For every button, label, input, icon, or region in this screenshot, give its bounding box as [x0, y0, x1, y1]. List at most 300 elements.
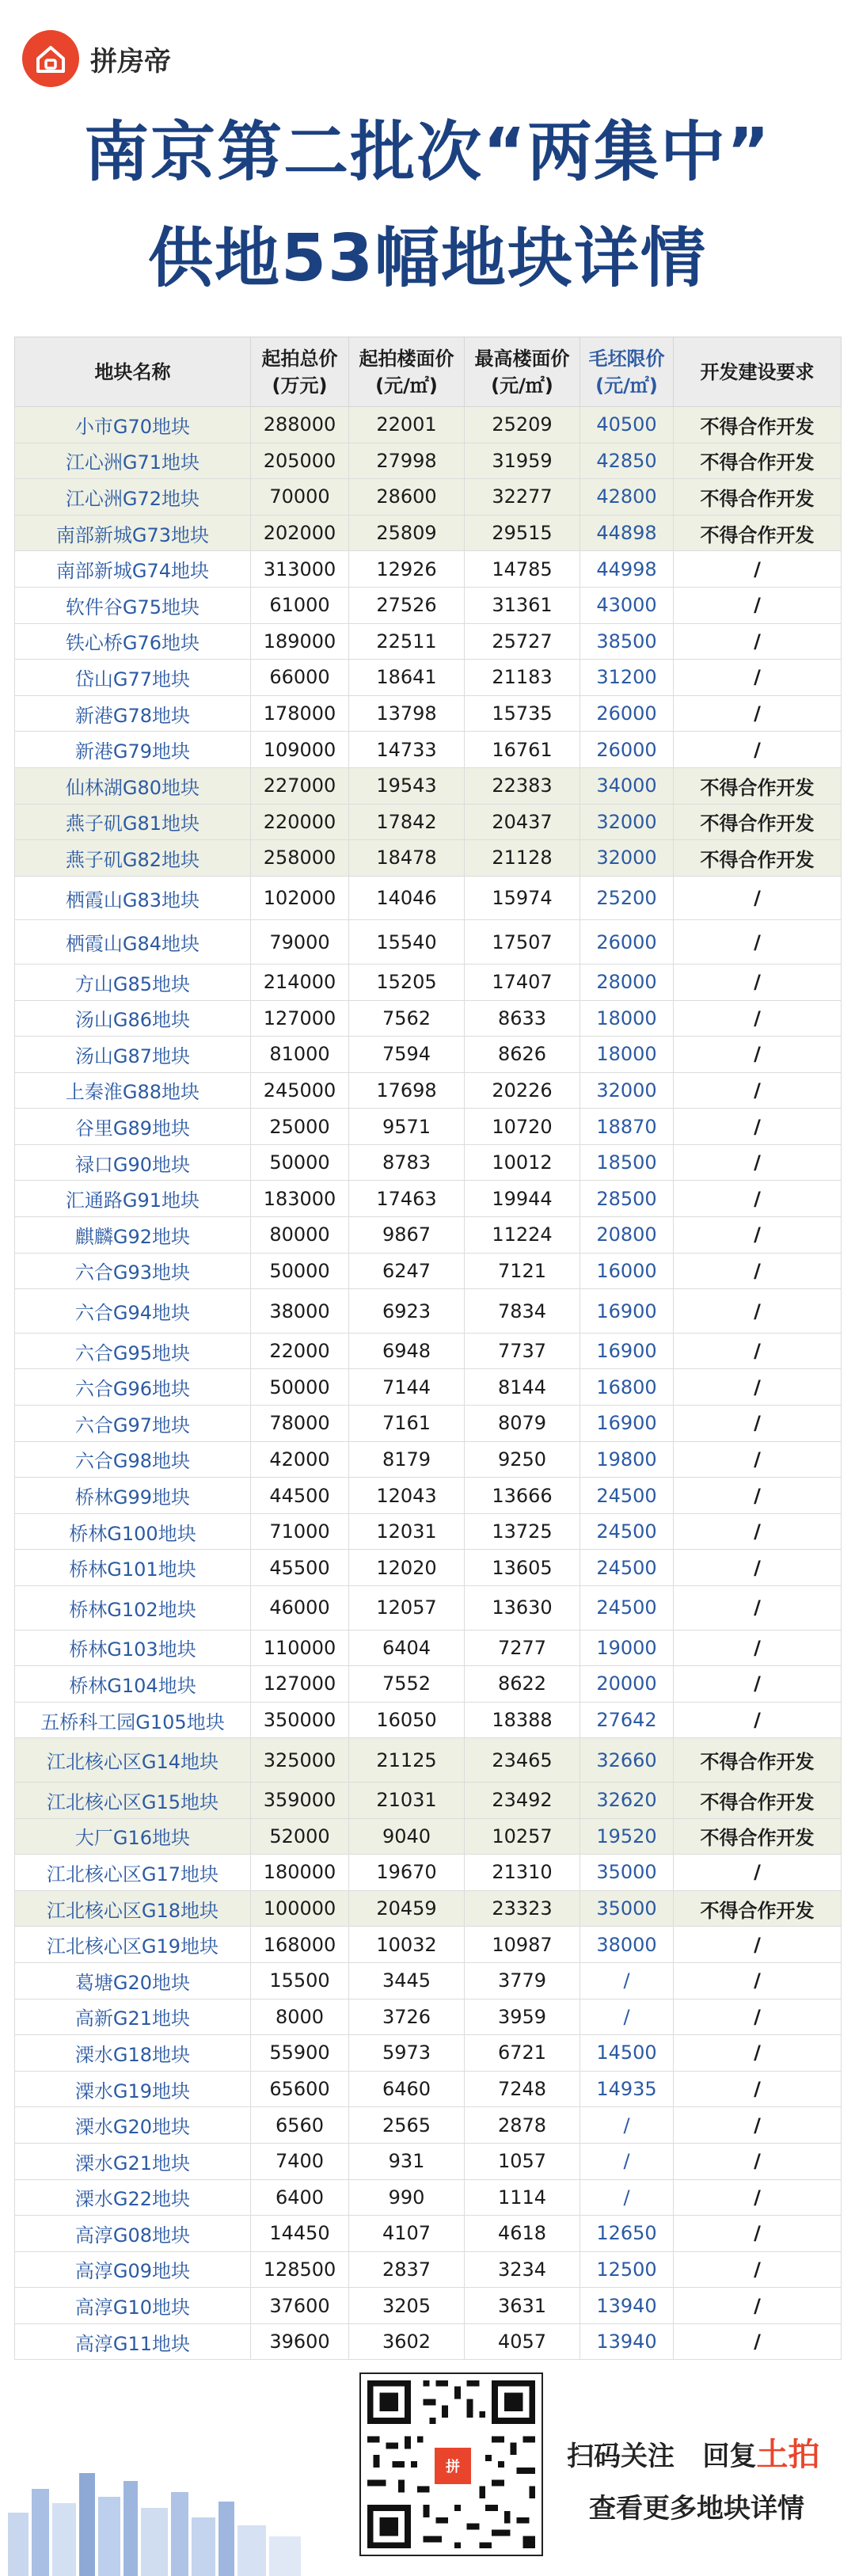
- header-floor-price: 起拍楼面价 (元/㎡): [349, 337, 465, 407]
- max-floor-price-cell: 31361: [465, 587, 580, 623]
- limit-price-cell: 20800: [580, 1217, 674, 1254]
- max-floor-price-cell: 7121: [465, 1253, 580, 1289]
- reply-keyword: 土拍: [756, 2437, 820, 2473]
- total-price-cell: 109000: [251, 732, 349, 768]
- max-floor-price-cell: 4057: [465, 2323, 580, 2360]
- table-row: [15, 2251, 842, 2288]
- total-price-cell: 42000: [251, 1441, 349, 1478]
- floor-price-cell: 5973: [349, 2035, 465, 2072]
- parcel-name-cell: 桥林G104地块: [15, 1666, 251, 1703]
- requirement-cell: /: [674, 2179, 842, 2216]
- table-row: [15, 2143, 842, 2179]
- limit-price-cell: 26000: [580, 920, 674, 965]
- max-floor-price-cell: 25727: [465, 623, 580, 660]
- total-price-cell: 258000: [251, 840, 349, 877]
- limit-price-cell: 40500: [580, 407, 674, 443]
- limit-price-cell: 32660: [580, 1738, 674, 1783]
- total-price-cell: 22000: [251, 1333, 349, 1369]
- parcel-name-cell: 南部新城G74地块: [15, 551, 251, 588]
- parcel-name-cell: 六合G93地块: [15, 1253, 251, 1289]
- requirement-cell: 不得合作开发: [674, 1818, 842, 1855]
- limit-price-cell: /: [580, 2179, 674, 2216]
- limit-price-cell: 19000: [580, 1630, 674, 1666]
- parcel-name-cell: 新港G79地块: [15, 732, 251, 768]
- max-floor-price-cell: 17407: [465, 964, 580, 1000]
- parcel-name-cell: 燕子矶G82地块: [15, 840, 251, 877]
- table-row: [15, 2071, 842, 2107]
- limit-price-cell: 28000: [580, 964, 674, 1000]
- header-total-price: 起拍总价 (万元): [251, 337, 349, 407]
- parcel-name-cell: 江北核心区G17地块: [15, 1855, 251, 1891]
- total-price-cell: 38000: [251, 1289, 349, 1334]
- table-row: [15, 732, 842, 768]
- table-row: [15, 1144, 842, 1181]
- max-floor-price-cell: 2878: [465, 2107, 580, 2144]
- parcel-name-cell: 禄口G90地块: [15, 1144, 251, 1181]
- table-row: [15, 587, 842, 623]
- requirement-cell: /: [674, 695, 842, 732]
- table-row: [15, 767, 842, 804]
- floor-price-cell: 13798: [349, 695, 465, 732]
- parcel-name-cell: 仙林湖G80地块: [15, 767, 251, 804]
- total-price-cell: 70000: [251, 479, 349, 516]
- max-floor-price-cell: 23323: [465, 1890, 580, 1927]
- total-price-cell: 127000: [251, 1000, 349, 1037]
- requirement-cell: 不得合作开发: [674, 515, 842, 551]
- requirement-cell: /: [674, 1289, 842, 1334]
- table-row: [15, 1000, 842, 1037]
- limit-price-cell: 32620: [580, 1782, 674, 1818]
- floor-price-cell: 4107: [349, 2216, 465, 2252]
- floor-price-cell: 21031: [349, 1782, 465, 1818]
- parcel-name-cell: 桥林G102地块: [15, 1586, 251, 1630]
- max-floor-price-cell: 17507: [465, 920, 580, 965]
- requirement-cell: /: [674, 1630, 842, 1666]
- floor-price-cell: 931: [349, 2143, 465, 2179]
- requirement-cell: /: [674, 587, 842, 623]
- table-row: [15, 407, 842, 443]
- floor-price-cell: 6404: [349, 1630, 465, 1666]
- total-price-cell: 15500: [251, 1962, 349, 1999]
- total-price-cell: 78000: [251, 1406, 349, 1442]
- parcel-name-cell: 小市G70地块: [15, 407, 251, 443]
- requirement-cell: /: [674, 1037, 842, 1073]
- parcel-name-cell: 六合G95地块: [15, 1333, 251, 1369]
- max-floor-price-cell: 23465: [465, 1738, 580, 1783]
- floor-price-cell: 6923: [349, 1289, 465, 1334]
- max-floor-price-cell: 3779: [465, 1962, 580, 1999]
- parcel-name-cell: 六合G96地块: [15, 1369, 251, 1406]
- limit-price-cell: 16900: [580, 1406, 674, 1442]
- limit-price-cell: 24500: [580, 1586, 674, 1630]
- max-floor-price-cell: 7737: [465, 1333, 580, 1369]
- requirement-cell: 不得合作开发: [674, 1782, 842, 1818]
- max-floor-price-cell: 7248: [465, 2071, 580, 2107]
- parcel-name-cell: 汇通路G91地块: [15, 1181, 251, 1217]
- parcel-name-cell: 麒麟G92地块: [15, 1217, 251, 1254]
- parcel-name-cell: 溧水G18地块: [15, 2035, 251, 2072]
- table-row: [15, 804, 842, 840]
- parcel-name-cell: 溧水G21地块: [15, 2143, 251, 2179]
- limit-price-cell: 16800: [580, 1369, 674, 1406]
- limit-price-cell: 32000: [580, 1072, 674, 1109]
- parcel-name-cell: 上秦淮G88地块: [15, 1072, 251, 1109]
- floor-price-cell: 3445: [349, 1962, 465, 1999]
- floor-price-cell: 12057: [349, 1586, 465, 1630]
- max-floor-price-cell: 8622: [465, 1666, 580, 1703]
- parcel-name-cell: 汤山G87地块: [15, 1037, 251, 1073]
- parcel-name-cell: 溧水G19地块: [15, 2071, 251, 2107]
- max-floor-price-cell: 10720: [465, 1109, 580, 1145]
- max-floor-price-cell: 10012: [465, 1144, 580, 1181]
- floor-price-cell: 12926: [349, 551, 465, 588]
- limit-price-cell: 12500: [580, 2251, 674, 2288]
- requirement-cell: /: [674, 1406, 842, 1442]
- max-floor-price-cell: 31959: [465, 443, 580, 479]
- total-price-cell: 71000: [251, 1513, 349, 1550]
- parcel-name-cell: 南部新城G73地块: [15, 515, 251, 551]
- floor-price-cell: 9040: [349, 1818, 465, 1855]
- max-floor-price-cell: 19944: [465, 1181, 580, 1217]
- table-row: [15, 1927, 842, 1963]
- table-row: [15, 2035, 842, 2072]
- max-floor-price-cell: 10257: [465, 1818, 580, 1855]
- total-price-cell: 46000: [251, 1586, 349, 1630]
- total-price-cell: 14450: [251, 2216, 349, 2252]
- floor-price-cell: 16050: [349, 1702, 465, 1738]
- total-price-cell: 183000: [251, 1181, 349, 1217]
- total-price-cell: 66000: [251, 660, 349, 696]
- floor-price-cell: 2837: [349, 2251, 465, 2288]
- total-price-cell: 52000: [251, 1818, 349, 1855]
- max-floor-price-cell: 13725: [465, 1513, 580, 1550]
- floor-price-cell: 3205: [349, 2288, 465, 2324]
- floor-price-cell: 17698: [349, 1072, 465, 1109]
- total-price-cell: 55900: [251, 2035, 349, 2072]
- parcel-name-cell: 江北核心区G18地块: [15, 1890, 251, 1927]
- table-row: [15, 1478, 842, 1514]
- max-floor-price-cell: 22383: [465, 767, 580, 804]
- limit-price-cell: 24500: [580, 1478, 674, 1514]
- limit-price-cell: 42850: [580, 443, 674, 479]
- requirement-cell: /: [674, 1109, 842, 1145]
- land-parcel-table: [14, 337, 841, 2360]
- parcel-name-cell: 高新G21地块: [15, 1999, 251, 2035]
- header-name: 地块名称: [15, 337, 251, 407]
- parcel-name-cell: 高淳G08地块: [15, 2216, 251, 2252]
- parcel-name-cell: 大厂G16地块: [15, 1818, 251, 1855]
- requirement-cell: 不得合作开发: [674, 1890, 842, 1927]
- floor-price-cell: 17463: [349, 1181, 465, 1217]
- more-details-text: 查看更多地块详情: [589, 2493, 804, 2525]
- floor-price-cell: 7594: [349, 1037, 465, 1073]
- skyline-illustration: [0, 2457, 332, 2576]
- total-price-cell: 102000: [251, 876, 349, 920]
- table-row: [15, 1962, 842, 1999]
- table-row: [15, 1369, 842, 1406]
- floor-price-cell: 990: [349, 2179, 465, 2216]
- limit-price-cell: 26000: [580, 695, 674, 732]
- floor-price-cell: 3726: [349, 1999, 465, 2035]
- requirement-cell: /: [674, 2107, 842, 2144]
- limit-price-cell: 44998: [580, 551, 674, 588]
- requirement-cell: /: [674, 2288, 842, 2324]
- limit-price-cell: /: [580, 1999, 674, 2035]
- table-row: [15, 876, 842, 920]
- requirement-cell: 不得合作开发: [674, 767, 842, 804]
- table-row: [15, 1333, 842, 1369]
- page-title-line2: 供地53幅地块详情: [147, 221, 708, 296]
- limit-price-cell: 32000: [580, 840, 674, 877]
- table-row: [15, 1738, 842, 1783]
- parcel-name-cell: 铁心桥G76地块: [15, 623, 251, 660]
- total-price-cell: 50000: [251, 1369, 349, 1406]
- limit-price-cell: 28500: [580, 1181, 674, 1217]
- table-row: [15, 1782, 842, 1818]
- limit-price-cell: 18500: [580, 1144, 674, 1181]
- limit-price-cell: /: [580, 2107, 674, 2144]
- limit-price-cell: 18000: [580, 1037, 674, 1073]
- total-price-cell: 45500: [251, 1550, 349, 1586]
- max-floor-price-cell: 8144: [465, 1369, 580, 1406]
- table-row: [15, 1253, 842, 1289]
- floor-price-cell: 9867: [349, 1217, 465, 1254]
- requirement-cell: /: [674, 920, 842, 965]
- parcel-name-cell: 栖霞山G84地块: [15, 920, 251, 965]
- floor-price-cell: 27526: [349, 587, 465, 623]
- max-floor-price-cell: 10987: [465, 1927, 580, 1963]
- parcel-name-cell: 葛塘G20地块: [15, 1962, 251, 1999]
- parcel-name-cell: 江心洲G71地块: [15, 443, 251, 479]
- brand-header: [22, 29, 171, 89]
- limit-price-cell: 44898: [580, 515, 674, 551]
- table-row: [15, 623, 842, 660]
- parcel-name-cell: 新港G78地块: [15, 695, 251, 732]
- parcel-name-cell: 桥林G99地块: [15, 1478, 251, 1514]
- table-row: [15, 1072, 842, 1109]
- requirement-cell: /: [674, 1144, 842, 1181]
- total-price-cell: 50000: [251, 1253, 349, 1289]
- max-floor-price-cell: 11224: [465, 1217, 580, 1254]
- total-price-cell: 6560: [251, 2107, 349, 2144]
- requirement-cell: /: [674, 660, 842, 696]
- total-price-cell: 65600: [251, 2071, 349, 2107]
- floor-price-cell: 12043: [349, 1478, 465, 1514]
- table-row: [15, 1890, 842, 1927]
- parcel-name-cell: 桥林G101地块: [15, 1550, 251, 1586]
- limit-price-cell: 34000: [580, 767, 674, 804]
- floor-price-cell: 15205: [349, 964, 465, 1000]
- limit-price-cell: 19800: [580, 1441, 674, 1478]
- total-price-cell: 127000: [251, 1666, 349, 1703]
- floor-price-cell: 12031: [349, 1513, 465, 1550]
- parcel-name-cell: 五桥科工园G105地块: [15, 1702, 251, 1738]
- parcel-name-cell: 高淳G10地块: [15, 2288, 251, 2324]
- parcel-name-cell: 江心洲G72地块: [15, 479, 251, 516]
- max-floor-price-cell: 20226: [465, 1072, 580, 1109]
- table-row: [15, 1037, 842, 1073]
- table-row: [15, 515, 842, 551]
- total-price-cell: 359000: [251, 1782, 349, 1818]
- parcel-name-cell: 六合G97地块: [15, 1406, 251, 1442]
- table-row: [15, 1702, 842, 1738]
- max-floor-price-cell: 29515: [465, 515, 580, 551]
- floor-price-cell: 18478: [349, 840, 465, 877]
- table-row: [15, 1855, 842, 1891]
- requirement-cell: /: [674, 2251, 842, 2288]
- table-row: [15, 660, 842, 696]
- table-row: [15, 964, 842, 1000]
- floor-price-cell: 14046: [349, 876, 465, 920]
- table-header-row: [15, 337, 842, 407]
- requirement-cell: 不得合作开发: [674, 479, 842, 516]
- requirement-cell: /: [674, 876, 842, 920]
- total-price-cell: 205000: [251, 443, 349, 479]
- floor-price-cell: 22511: [349, 623, 465, 660]
- floor-price-cell: 8783: [349, 1144, 465, 1181]
- floor-price-cell: 7161: [349, 1406, 465, 1442]
- total-price-cell: 180000: [251, 1855, 349, 1891]
- footer: [0, 2360, 855, 2576]
- table-row: [15, 479, 842, 516]
- table-row: [15, 1818, 842, 1855]
- requirement-cell: /: [674, 1999, 842, 2035]
- table-row: [15, 2107, 842, 2144]
- floor-price-cell: 19670: [349, 1855, 465, 1891]
- max-floor-price-cell: 3234: [465, 2251, 580, 2288]
- parcel-name-cell: 方山G85地块: [15, 964, 251, 1000]
- floor-price-cell: 8179: [349, 1441, 465, 1478]
- header-limit-price: 毛坯限价 (元/㎡): [580, 337, 674, 407]
- parcel-name-cell: 高淳G11地块: [15, 2323, 251, 2360]
- max-floor-price-cell: 4618: [465, 2216, 580, 2252]
- total-price-cell: 39600: [251, 2323, 349, 2360]
- floor-price-cell: 17842: [349, 804, 465, 840]
- limit-price-cell: 20000: [580, 1666, 674, 1703]
- total-price-cell: 214000: [251, 964, 349, 1000]
- max-floor-price-cell: 8079: [465, 1406, 580, 1442]
- max-floor-price-cell: 6721: [465, 2035, 580, 2072]
- requirement-cell: /: [674, 1702, 842, 1738]
- floor-price-cell: 19543: [349, 767, 465, 804]
- limit-price-cell: /: [580, 2143, 674, 2179]
- table-row: [15, 443, 842, 479]
- max-floor-price-cell: 8633: [465, 1000, 580, 1037]
- max-floor-price-cell: 23492: [465, 1782, 580, 1818]
- requirement-cell: 不得合作开发: [674, 1738, 842, 1783]
- floor-price-cell: 6247: [349, 1253, 465, 1289]
- house-logo-icon: [22, 30, 79, 87]
- table-row: [15, 1550, 842, 1586]
- limit-price-cell: 38000: [580, 1927, 674, 1963]
- requirement-cell: /: [674, 1369, 842, 1406]
- floor-price-cell: 9571: [349, 1109, 465, 1145]
- requirement-cell: /: [674, 1441, 842, 1478]
- floor-price-cell: 2565: [349, 2107, 465, 2144]
- requirement-cell: /: [674, 1181, 842, 1217]
- parcel-name-cell: 六合G94地块: [15, 1289, 251, 1334]
- requirement-cell: /: [674, 1072, 842, 1109]
- table-row: [15, 1289, 842, 1334]
- requirement-cell: /: [674, 1666, 842, 1703]
- max-floor-price-cell: 9250: [465, 1441, 580, 1478]
- requirement-cell: /: [674, 1478, 842, 1514]
- requirement-cell: /: [674, 2323, 842, 2360]
- floor-price-cell: 10032: [349, 1927, 465, 1963]
- table-row: [15, 2179, 842, 2216]
- limit-price-cell: 26000: [580, 732, 674, 768]
- parcel-name-cell: 汤山G86地块: [15, 1000, 251, 1037]
- floor-price-cell: 3602: [349, 2323, 465, 2360]
- total-price-cell: 25000: [251, 1109, 349, 1145]
- requirement-cell: /: [674, 551, 842, 588]
- table-row: [15, 551, 842, 588]
- total-price-cell: 37600: [251, 2288, 349, 2324]
- total-price-cell: 227000: [251, 767, 349, 804]
- limit-price-cell: 19520: [580, 1818, 674, 1855]
- qr-brand-badge: 拼: [432, 2445, 473, 2487]
- max-floor-price-cell: 21128: [465, 840, 580, 877]
- max-floor-price-cell: 7277: [465, 1630, 580, 1666]
- table-row: [15, 1217, 842, 1254]
- limit-price-cell: 14935: [580, 2071, 674, 2107]
- requirement-cell: /: [674, 2216, 842, 2252]
- limit-price-cell: 14500: [580, 2035, 674, 2072]
- limit-price-cell: 24500: [580, 1513, 674, 1550]
- floor-price-cell: 27998: [349, 443, 465, 479]
- max-floor-price-cell: 15974: [465, 876, 580, 920]
- limit-price-cell: 42800: [580, 479, 674, 516]
- requirement-cell: /: [674, 1513, 842, 1550]
- requirement-cell: /: [674, 1855, 842, 1891]
- requirement-cell: /: [674, 1000, 842, 1037]
- limit-price-cell: 13940: [580, 2288, 674, 2324]
- total-price-cell: 50000: [251, 1144, 349, 1181]
- limit-price-cell: 32000: [580, 804, 674, 840]
- total-price-cell: 220000: [251, 804, 349, 840]
- parcel-name-cell: 江北核心区G14地块: [15, 1738, 251, 1783]
- table-row: [15, 1666, 842, 1703]
- total-price-cell: 168000: [251, 1927, 349, 1963]
- requirement-cell: /: [674, 1333, 842, 1369]
- max-floor-price-cell: 1057: [465, 2143, 580, 2179]
- total-price-cell: 202000: [251, 515, 349, 551]
- floor-price-cell: 21125: [349, 1738, 465, 1783]
- total-price-cell: 80000: [251, 1217, 349, 1254]
- max-floor-price-cell: 21310: [465, 1855, 580, 1891]
- parcel-name-cell: 岱山G77地块: [15, 660, 251, 696]
- brand-name: 拼房帝: [90, 45, 171, 78]
- parcel-name-cell: 桥林G100地块: [15, 1513, 251, 1550]
- table-row: [15, 2288, 842, 2324]
- parcel-name-cell: 溧水G20地块: [15, 2107, 251, 2144]
- requirement-cell: /: [674, 1927, 842, 1963]
- scan-instruction: 扫码关注 回复土拍: [567, 2437, 820, 2473]
- requirement-cell: /: [674, 1586, 842, 1630]
- floor-price-cell: 28600: [349, 479, 465, 516]
- total-price-cell: 7400: [251, 2143, 349, 2179]
- limit-price-cell: /: [580, 1962, 674, 1999]
- parcel-name-cell: 谷里G89地块: [15, 1109, 251, 1145]
- requirement-cell: 不得合作开发: [674, 840, 842, 877]
- total-price-cell: 128500: [251, 2251, 349, 2288]
- table-row: [15, 920, 842, 965]
- max-floor-price-cell: 3631: [465, 2288, 580, 2324]
- max-floor-price-cell: 20437: [465, 804, 580, 840]
- qr-code-icon[interactable]: [359, 2372, 543, 2556]
- floor-price-cell: 14733: [349, 732, 465, 768]
- total-price-cell: 178000: [251, 695, 349, 732]
